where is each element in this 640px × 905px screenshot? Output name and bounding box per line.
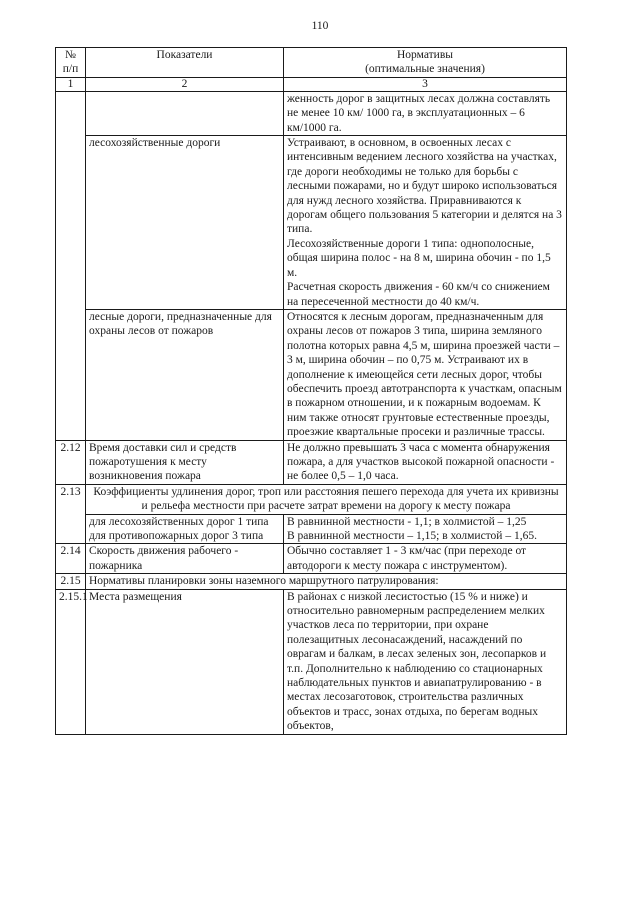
column-number-3: 3 <box>284 77 567 91</box>
forest-roads-text-2: Лесохозяйственные дороги 1 типа: однополосные, общая ширина полос - на 8 м, ширина обочин - по 1,5 м. <box>287 237 551 279</box>
table-row <box>56 309 567 440</box>
column-number-1: 1 <box>56 77 86 91</box>
patrol-planning-text: Нормативы планировки зоны наземного маршрутного патрулирования: <box>86 574 567 589</box>
header-indicators: Показатели <box>86 48 284 78</box>
row-label-cell <box>86 91 284 135</box>
header-norms-subtitle: (оптимальные значения) <box>365 63 485 76</box>
header-number: № п/п <box>56 48 86 78</box>
row-number: 2.15 <box>56 574 86 589</box>
norms-table <box>55 47 567 735</box>
row-number: 2.13 <box>56 484 86 514</box>
table-row <box>56 91 567 135</box>
delivery-time-label: Время доставки сил и средств пожаротушения к месту возникновения пожара <box>86 440 284 484</box>
forest-roads-text-3: Расчетная скорость движения - 60 км/ч со снижением на пересеченной местности до 40 км/ч. <box>287 281 550 308</box>
table-row <box>56 440 567 484</box>
row-number-cell <box>56 309 86 440</box>
table-row <box>56 514 567 544</box>
row-number: 2.14 <box>56 544 86 574</box>
worker-speed-text: Обычно составляет 1 - 3 км/час (при переходе от автодороги к месту пожара с инструментом). <box>284 544 567 574</box>
delivery-time-text: Не должно превышать 3 часа с момента обнаружения пожара, а для участков высокой пожарной опасности - не более 0,5 – 1,0 часа. <box>284 440 567 484</box>
coefficients-text: Коэффициенты удлинения дорог, троп или расстояния пешего перехода для учета их кривизны и рельефа местности при расчете затрат времени на дорогу к месту пожара <box>86 484 567 514</box>
forest-roads-text-1: Устраивают, в основном, в освоенных лесах с интенсивным ведением лесного хозяйства на участках, где дороги необходимы не только для борьбы с лесными пожарами, но и будут широко использоваться для нужд лесного хозяйства. Приравниваются к дорогам общего пользования 5 категории и делятся на 3 типа. <box>287 137 562 236</box>
coefficient-label-b: для противопожарных дорог 3 типа <box>89 530 264 542</box>
page-number: 110 <box>311 20 329 32</box>
coefficient-value-b: В равнинной местности – 1,15; в холмистой – 1,65. <box>287 530 537 542</box>
coefficient-value-a: В равнинной местности - 1,1; в холмистой – 1,25 <box>287 515 527 528</box>
table-row <box>56 574 567 589</box>
placement-text: В районах с низкой лесистостью (15 % и ниже) и относительно равномерным распределением мелких участков леса по территории, при охране полезащитных лесонасаждений, насаждений по оврагам и балкам, в лесах зеленых зон, лесопарков и т.п. Дополнительно к наблюдению со стационарных наблюдательных пунктов и авиапатрулированию - в местах лесозаготовок, строительства различных объектов и трасс, зонах отдыха, по берегам водных объектов, <box>284 589 567 734</box>
column-number-2: 2 <box>86 77 284 91</box>
forest-roads-label: лесохозяйственные дороги <box>86 136 284 310</box>
row-number-cell <box>56 91 86 135</box>
table-header-row <box>56 48 567 78</box>
coefficient-label-a: для лесохозяйственных дорог 1 типа <box>89 515 269 528</box>
row-number-cell <box>56 514 86 544</box>
continued-text: женность дорог в защитных лесах должна составлять не менее 10 км/ 1000 га, в эксплуатационных – 6 км/1000 га. <box>284 91 567 135</box>
fire-roads-text: Относятся к лесным дорогам, предназначенным для охраны лесов от пожаров 3 типа, ширина земляного полотна которых равна 4,5 м, ширина проезжей части – 3 м, ширина обочин – по 0,75 м. Устраивают их в дополнение к имеющейся сети лесных дорог, чтобы обеспечить проезд автотранспорта к участкам, опасным в пожарном отношении, и к пожарным водоемам. К ним также относят грунтовые естественные проезды, проезжие квартальные просеки и различные трассы. <box>284 309 567 440</box>
coefficients-values <box>284 514 567 544</box>
table-row <box>56 544 567 574</box>
fire-roads-label: лесные дороги, предназначенные для охраны лесов от пожаров <box>86 309 284 440</box>
header-norms-title: Нормативы <box>397 49 453 61</box>
row-number: 2.12 <box>56 440 86 484</box>
row-number-cell <box>56 136 86 310</box>
table-row <box>56 484 567 514</box>
worker-speed-label: Скорость движения рабочего - пожарника <box>86 544 284 574</box>
forest-roads-text <box>284 136 567 310</box>
table-row <box>56 589 567 734</box>
placement-label: Места размещения <box>86 589 284 734</box>
row-number: 2.15.1 <box>56 589 86 734</box>
table-row <box>56 136 567 310</box>
column-number-row <box>56 77 567 91</box>
header-norms <box>284 48 567 78</box>
coefficients-labels <box>86 514 284 544</box>
